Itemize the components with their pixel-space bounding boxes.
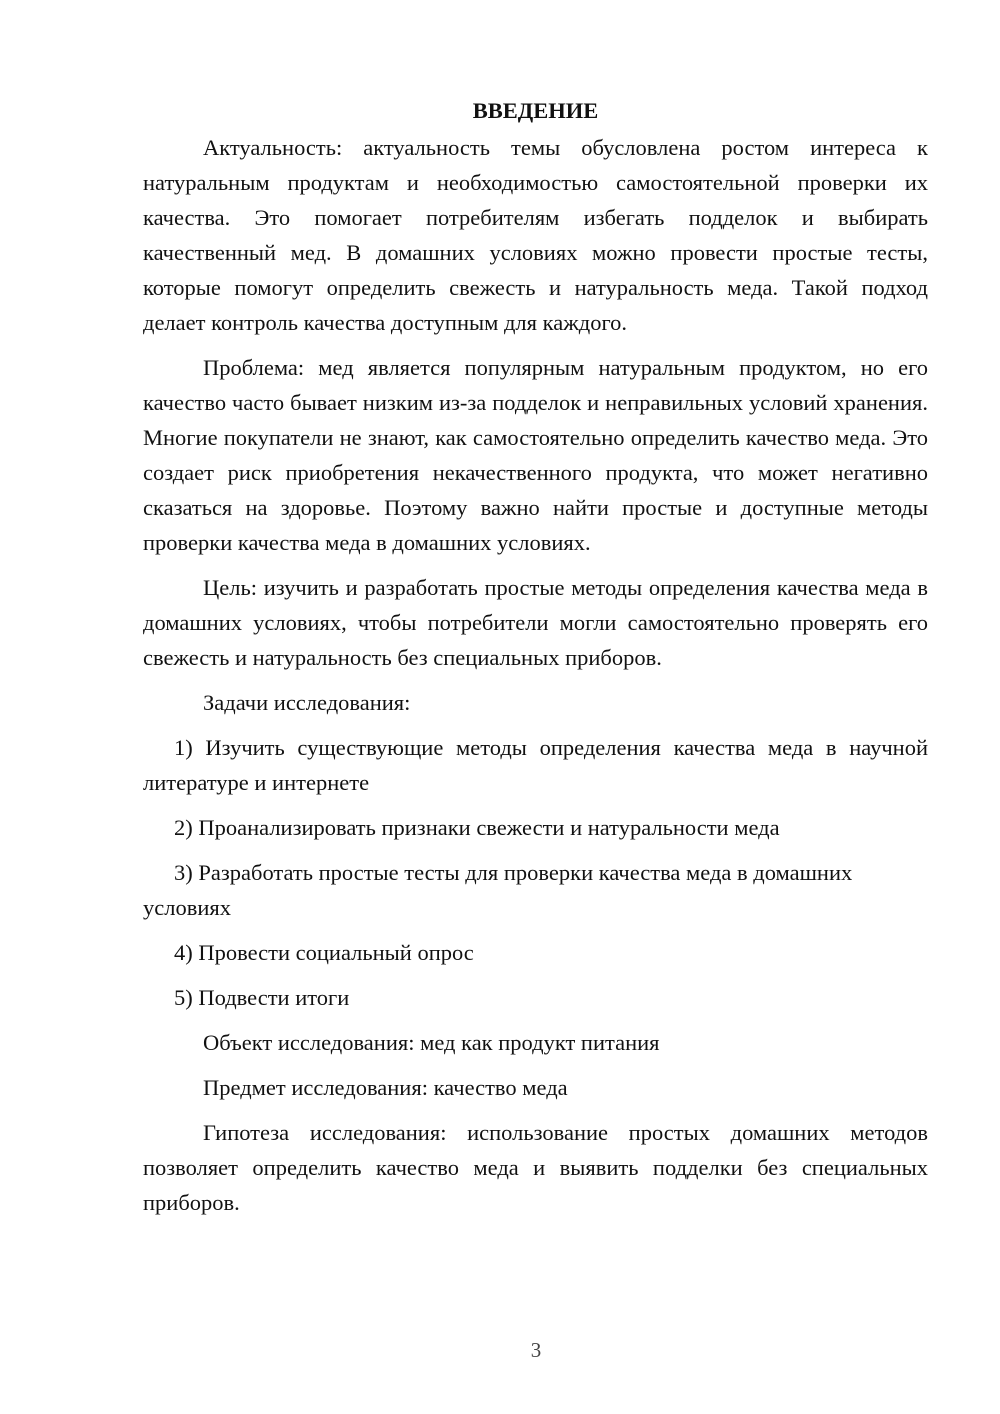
- page-content: [143, 96, 928, 1230]
- hypothesis-paragraph: Гипотеза исследования: использование простых домашних методов позволяет определить качество меда и выявить подделки без специальных приборов.: [143, 1120, 928, 1215]
- research-object: Объект исследования: мед как продукт питания: [203, 1030, 660, 1055]
- task-item-1: 1) Изучить существующие методы определения качества меда в научной литературе и интернете: [143, 735, 928, 795]
- page-number: 3: [530, 1338, 542, 1362]
- goal-paragraph: Цель: изучить и разработать простые методы определения качества меда в домашних условиях, чтобы потребители могли самостоятельно проверять его свежесть и натуральность без специальных приборов.: [143, 575, 928, 670]
- relevance-paragraph: Актуальность: актуальность темы обусловлена ростом интереса к натуральным продуктам и необходимостью самостоятельной проверки их качества. Это помогает потребителям избегать подделок и выбирать качественный мед. В домашних условиях можно провести простые тесты, которые помогут определить свежесть и натуральность меда. Такой подход делает контроль качества доступным для каждого.: [143, 135, 928, 335]
- task-item-4: 4) Провести социальный опрос: [174, 940, 474, 965]
- task-item-5: 5) Подвести итоги: [174, 985, 350, 1010]
- task-item-2: 2) Проанализировать признаки свежести и натуральности меда: [174, 815, 780, 840]
- research-subject: Предмет исследования: качество меда: [203, 1075, 568, 1100]
- task-item-3: 3) Разработать простые тесты для проверки качества меда в домашних условиях: [143, 860, 853, 920]
- page-title: ВВЕДЕНИЕ: [472, 98, 599, 123]
- problem-paragraph: Проблема: мед является популярным натуральным продуктом, но его качество часто бывает низким из-за подделок и неправильных условий хранения. Многие покупатели не знают, как самостоятельно определить качество меда. Это создает риск приобретения некачественного продукта, что может негативно сказаться на здоровье. Поэтому важно найти простые и доступные методы проверки качества меда в домашних условиях.: [143, 355, 928, 555]
- tasks-heading: Задачи исследования:: [203, 690, 411, 715]
